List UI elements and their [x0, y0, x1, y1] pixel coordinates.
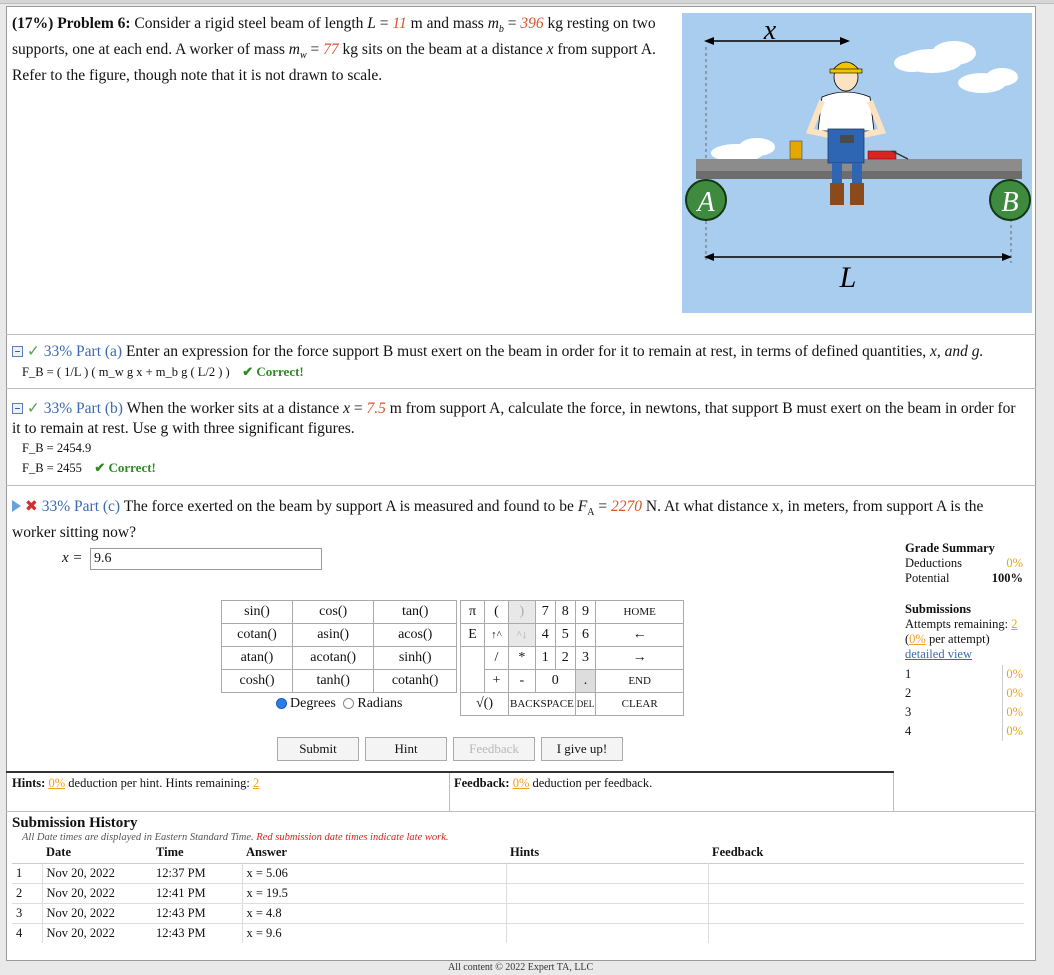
angle-mode: [222, 693, 457, 715]
top-edge: [0, 0, 1054, 4]
hint-button[interactable]: Hint: [365, 737, 447, 761]
key-9[interactable]: 9: [575, 601, 596, 624]
mw-value: 77: [323, 41, 339, 59]
up-key[interactable]: ↑^: [485, 624, 509, 647]
attempt-number: 4: [905, 724, 912, 738]
header-time: Time: [156, 845, 184, 860]
row-answer: x = 9.6: [242, 923, 506, 943]
header-answer: Answer: [246, 845, 287, 860]
part-b-percent: 33%: [43, 400, 73, 417]
table-row: [12, 903, 1024, 923]
tanh-button[interactable]: tanh(): [293, 670, 374, 693]
header-date: Date: [46, 845, 71, 860]
row-number: 1: [16, 865, 23, 880]
history-note: [22, 832, 1024, 843]
part-b: ✓ 33% Part (b) When the worker sits at a distance x = 7.5 m from support A, calculate the force, in newtons, that support B must exert on the beam in order for it to remain at rest. Use g with three significant figures. F_B = 2454.9 F_B = 2455 ✔ Correct!: [12, 399, 1022, 478]
divider: [6, 334, 1036, 335]
atan-button[interactable]: atan(): [222, 647, 293, 670]
attempts-value: 2: [1011, 617, 1018, 631]
key-5[interactable]: 5: [555, 624, 575, 647]
row-number: 3: [16, 905, 23, 920]
submissions-title: Submissions: [905, 602, 972, 616]
part-a-answer: F_B = ( 1/L ) ( m_w g x + m_b g ( L/2 ) ): [22, 365, 230, 379]
dot-key[interactable]: .: [575, 670, 596, 693]
part-b-answer-2: F_B = 2455: [22, 461, 82, 475]
row-time: 12:43 PM: [156, 905, 206, 920]
row-date: Nov 20, 2022: [42, 863, 152, 883]
del-key[interactable]: DEL: [575, 693, 596, 716]
part-a-vars: x, and g.: [930, 343, 984, 360]
mw-symbol: m: [288, 41, 300, 59]
mb-subscript: b: [498, 24, 504, 36]
cotanh-button[interactable]: cotanh(): [374, 670, 457, 693]
beam-illustration: [682, 13, 1032, 313]
cotan-button[interactable]: cotan(): [222, 624, 293, 647]
backspace-key[interactable]: BACKSPACE: [509, 693, 576, 716]
part-a: [12, 342, 1034, 382]
slash-key[interactable]: /: [485, 647, 509, 670]
key-1[interactable]: 1: [535, 647, 555, 670]
hint-feedback-separator: [449, 773, 450, 811]
problem-text: from support A. Refer to the figure, though note that it is not drawn to scale.: [12, 41, 656, 85]
hints-label: Hints:: [12, 776, 46, 790]
part-b-question: m from support A, calculate the force, in newtons, that support B must exert on the beam in order for it to remain at rest. Use g with three significant figures.: [12, 400, 1016, 437]
feedback-label: Feedback:: [454, 776, 510, 790]
detailed-view-link[interactable]: detailed view: [905, 647, 972, 661]
attempt-deduction: 0%: [1002, 665, 1023, 684]
history-note-text: All Date times are displayed in Eastern Standard Time.: [22, 832, 254, 843]
deductions-label: Deductions: [905, 556, 962, 570]
star-key[interactable]: *: [509, 647, 536, 670]
table-row: [12, 863, 1024, 883]
attempt-number: 1: [905, 667, 912, 681]
radians-radio[interactable]: [343, 698, 354, 709]
part-c-question: The force exerted on the beam by support A is measured and found to be: [123, 498, 574, 515]
part-b-status: ✔ Correct!: [94, 460, 156, 475]
row-hints: [506, 883, 708, 903]
x-label: x: [763, 15, 777, 46]
divider: [6, 485, 1036, 486]
cosh-button[interactable]: cosh(): [222, 670, 293, 693]
end-key[interactable]: END: [596, 670, 684, 693]
part-a-question: Enter an expression for the force support B must exert on the beam in order for it to remain at rest, in terms of defined quantities,: [125, 343, 927, 360]
grade-title: Grade Summary: [905, 541, 995, 555]
attempt-number: 2: [905, 686, 912, 700]
feedback-info: [454, 776, 652, 791]
key-3[interactable]: 3: [575, 647, 596, 670]
part-b-name: Part (b): [76, 400, 123, 417]
hints-remaining: 2: [252, 776, 260, 790]
row-feedback: [708, 923, 1024, 943]
clear-key[interactable]: CLEAR: [596, 693, 684, 716]
answer-input[interactable]: 9.6: [90, 548, 322, 570]
sinh-button[interactable]: sinh(): [374, 647, 457, 670]
part-b-answer-row: [22, 439, 1022, 478]
history-table: [12, 843, 1024, 943]
degrees-radio[interactable]: [276, 698, 287, 709]
row-feedback: [708, 903, 1024, 923]
radians-label: Radians: [357, 695, 403, 711]
cross-icon: ✖: [24, 498, 38, 515]
row-number: 2: [16, 885, 23, 900]
hints-percent: 0%: [48, 776, 66, 790]
sqrt-key[interactable]: √(): [461, 693, 509, 716]
home-key[interactable]: HOME: [596, 601, 684, 624]
down-key[interactable]: ^↓: [509, 624, 536, 647]
key-7[interactable]: 7: [535, 601, 555, 624]
row-hints: [506, 863, 708, 883]
part-a-status: ✔ Correct!: [242, 364, 304, 379]
hints-text: deduction per hint. Hints remaining:: [68, 776, 250, 790]
row-hints: [506, 923, 708, 943]
key-8[interactable]: 8: [555, 601, 575, 624]
support-b-label: B: [1001, 187, 1019, 218]
history-note-red: Red submission date times indicate late work.: [256, 832, 449, 843]
part-a-percent: 33%: [43, 343, 73, 360]
problem-percent: (17%): [12, 15, 54, 32]
row-answer: x = 5.06: [242, 863, 506, 883]
row-time: 12:37 PM: [156, 865, 206, 880]
table-row: [12, 883, 1024, 903]
cloud-icon: [711, 138, 775, 162]
lparen-key[interactable]: (: [485, 601, 509, 624]
plus-key[interactable]: +: [485, 670, 509, 693]
row-date: Nov 20, 2022: [42, 883, 152, 903]
key-4[interactable]: 4: [535, 624, 555, 647]
tan-button[interactable]: tan(): [374, 601, 457, 624]
row-date: Nov 20, 2022: [42, 903, 152, 923]
attempt-rows: [905, 665, 1023, 741]
answer-label: x =: [62, 550, 83, 566]
key-6[interactable]: 6: [575, 624, 596, 647]
mb-value: 396: [520, 15, 544, 32]
row-feedback: [708, 863, 1024, 883]
header-feedback: Feedback: [712, 845, 764, 860]
right-key[interactable]: →: [596, 647, 684, 670]
divider: [6, 388, 1036, 389]
part-b-x-value: 7.5: [366, 400, 386, 417]
x-symbol: x: [546, 41, 554, 59]
submission-history: [12, 815, 1024, 943]
expand-icon[interactable]: [12, 500, 21, 512]
problem-text: kg sits on the beam at a distance: [342, 41, 543, 59]
blank-key: [461, 670, 485, 693]
blank-key: [461, 647, 485, 670]
acotan-button[interactable]: acotan(): [293, 647, 374, 670]
hint-divider: [6, 771, 894, 773]
hints-info: [12, 776, 259, 791]
check-icon: ✓: [26, 400, 40, 417]
acos-button[interactable]: acos(): [374, 624, 457, 647]
part-a-answer-row: [22, 362, 1034, 382]
part-c-fa-value: 2270: [611, 498, 643, 515]
part-c: ✖ 33% Part (c) The force exerted on the beam by support A is measured and found to be $F_A = 2270$ N. At what distance x, in meters, from support A is the worker sitting now?: [12, 498, 984, 542]
footer-copyright: All content © 2022 Expert TA, LLC: [448, 962, 594, 973]
minus-key[interactable]: -: [509, 670, 536, 693]
check-icon: ✓: [26, 343, 40, 360]
degrees-label: Degrees: [290, 695, 336, 711]
problem-statement: (17%) Problem 6: Consider a rigid steel beam of length L = 11 m and mass $m_b = 396$ kg resting on two supports, one at each end. A worker of mass $m_w = 77$ kg sits on the beam at a distance x from support A. Refer to the figure, though note that it is not drawn to scale.: [12, 15, 656, 85]
L-symbol: L: [367, 15, 376, 32]
row-feedback: [708, 883, 1024, 903]
row-date: Nov 20, 2022: [42, 923, 152, 943]
row-time: 12:41 PM: [156, 885, 206, 900]
cloud-icon: [894, 41, 1018, 93]
mw-subscript: w: [300, 50, 307, 62]
header-hints: Hints: [510, 845, 540, 860]
L-value: 11: [392, 15, 407, 32]
attempt-deduction: 0%: [1002, 684, 1023, 703]
deductions-value: 0%: [1006, 556, 1023, 570]
mb-symbol: m: [487, 15, 499, 32]
part-c-question: N. At what distance x, in meters, from support A is the worker sitting now?: [12, 498, 984, 542]
worker-figure: [810, 62, 882, 205]
attempt-deduction: 0%: [1002, 722, 1023, 741]
problem-text: m and mass: [410, 15, 484, 32]
keypad: [460, 600, 684, 716]
feedback-text: deduction per feedback.: [532, 776, 653, 790]
attempts-label: Attempts remaining:: [905, 617, 1009, 631]
support-a-label: A: [697, 187, 715, 218]
attempt-deduction: 0%: [1002, 703, 1023, 722]
row-answer: x = 4.8: [242, 903, 506, 923]
collapse-icon[interactable]: [12, 346, 23, 357]
function-pad: [221, 600, 457, 715]
collapse-icon[interactable]: [12, 403, 23, 414]
pi-key[interactable]: π: [461, 601, 485, 624]
rparen-key[interactable]: ): [509, 601, 536, 624]
feedback-button[interactable]: Feedback: [453, 737, 535, 761]
left-key[interactable]: ←: [596, 624, 684, 647]
per-attempt-text: per attempt): [928, 632, 990, 646]
row-hints: [506, 903, 708, 923]
part-c-name: Part (c): [74, 498, 121, 515]
divider: [6, 811, 1036, 812]
row-answer: x = 19.5: [242, 883, 506, 903]
table-row: [12, 923, 1024, 943]
cos-button[interactable]: cos(): [293, 601, 374, 624]
row-time: 12:43 PM: [156, 925, 206, 940]
potential-value: 100%: [991, 571, 1023, 585]
feedback-edge: [893, 773, 894, 811]
beam-figure: [682, 13, 1032, 313]
sin-button[interactable]: sin(): [222, 601, 293, 624]
asin-button[interactable]: asin(): [293, 624, 374, 647]
problem-text: Consider a rigid steel beam of length: [134, 15, 364, 32]
key-2[interactable]: 2: [555, 647, 575, 670]
part-c-percent: 33%: [41, 498, 71, 515]
problem-label: Problem 6:: [57, 15, 131, 32]
feedback-percent: 0%: [512, 776, 530, 790]
e-key[interactable]: E: [461, 624, 485, 647]
key-0[interactable]: 0: [535, 670, 575, 693]
attempt-number: 3: [905, 705, 912, 719]
grade-summary: Grade Summary Deductions 0% Potential 100% Submissions Attempts remaining: 2 (0% per attempt) detailed view 1 0% 2 0% 3 0% 4 0%: [905, 541, 1023, 741]
potential-label: Potential: [905, 571, 950, 585]
L-label: L: [839, 261, 857, 294]
give-up-button[interactable]: I give up!: [541, 737, 623, 761]
part-a-name: Part (a): [76, 343, 123, 360]
row-number: 4: [16, 925, 23, 940]
part-b-answer-1: F_B = 2454.9: [22, 441, 92, 455]
per-attempt-percent: 0%: [909, 632, 926, 646]
submit-button[interactable]: Submit: [277, 737, 359, 761]
part-b-question: When the worker sits at a distance: [126, 400, 340, 417]
problem-text: kg resting on two supports, one at each end. A worker of mass: [12, 15, 656, 59]
history-title: Submission History: [12, 815, 138, 831]
